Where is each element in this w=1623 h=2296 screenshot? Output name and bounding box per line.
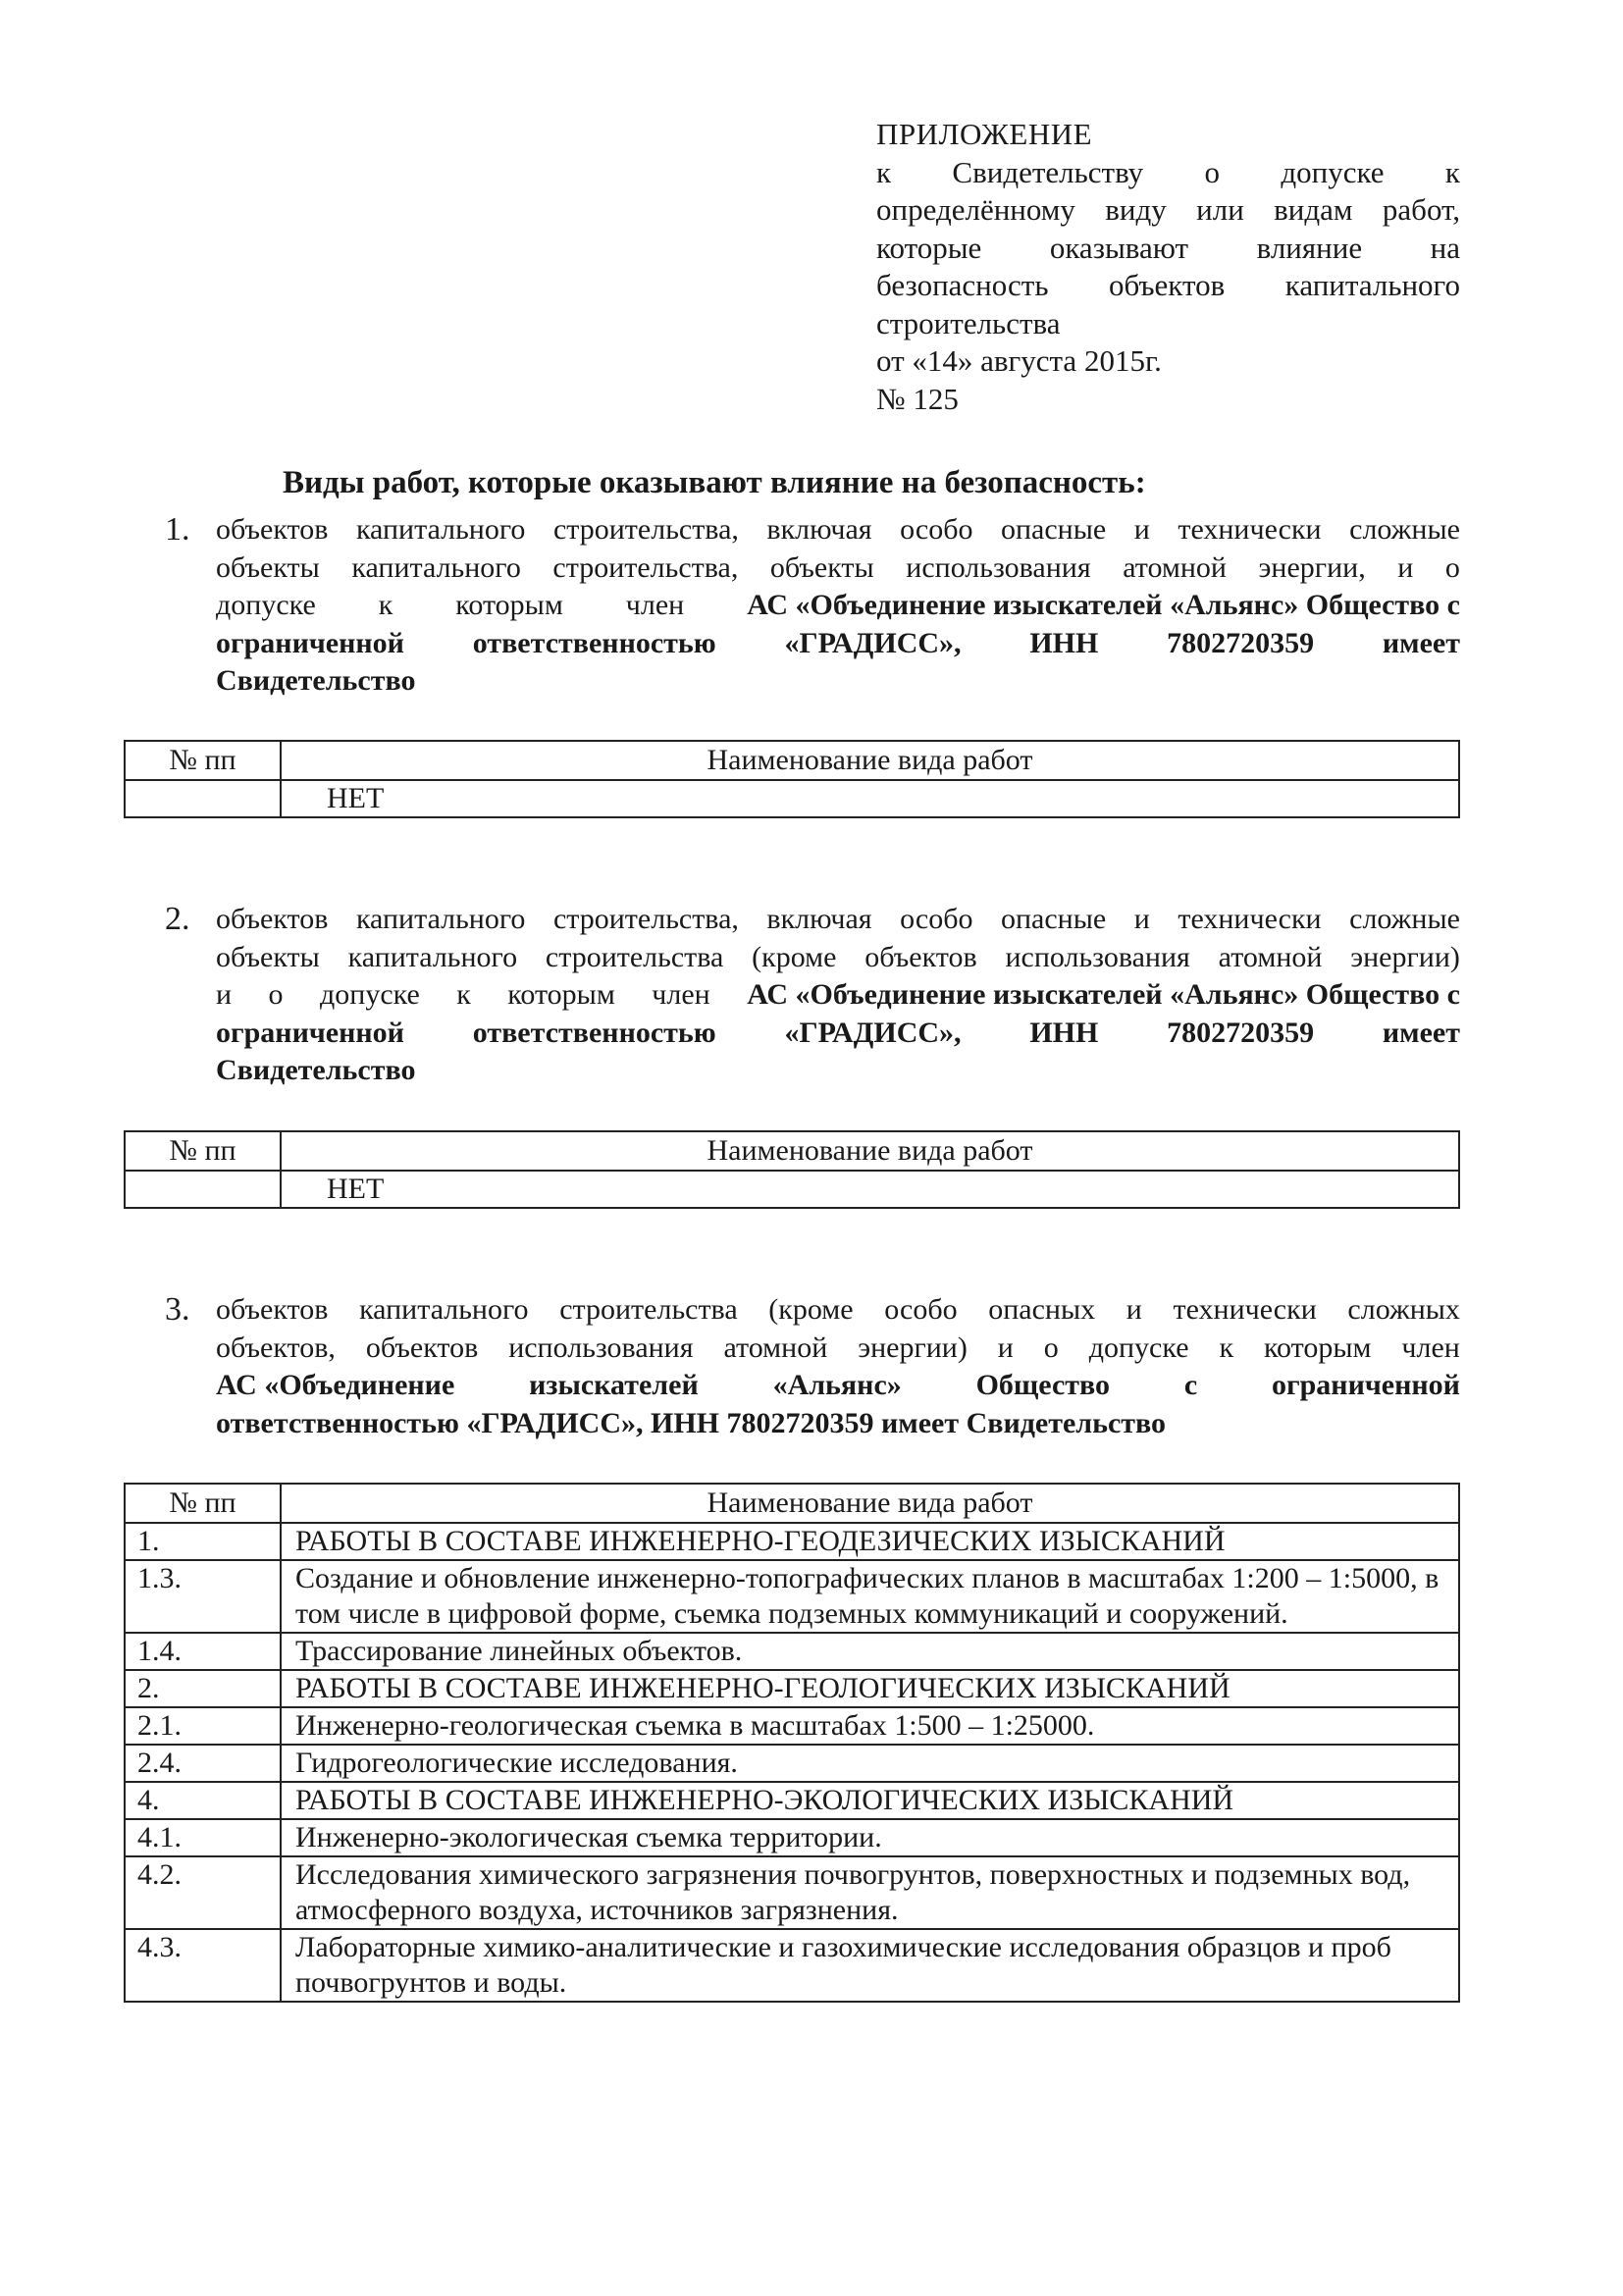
section-1: [165, 511, 1460, 701]
row-num: 2.1.: [125, 1707, 281, 1745]
row-num: 2.4.: [125, 1745, 281, 1782]
appendix-word: определённому: [876, 192, 1075, 227]
appendix-word: работ,: [1382, 192, 1460, 227]
section-line: и о допуске к которым член АС «Объединение изыскателей «Альянс» Общество с: [216, 978, 1460, 1011]
appendix-word: Свидетельству: [952, 154, 1144, 189]
row-num: 4.1.: [125, 1819, 281, 1856]
section-number: 2.: [165, 901, 190, 937]
section-line: объекты капитального строительства, объекты использования атомной энергии, и о: [216, 550, 1460, 584]
table-row: [125, 1670, 1459, 1707]
table-row: [125, 1633, 1459, 1670]
header-name: Наименование вида работ: [281, 741, 1459, 780]
appendix-word: виду: [1105, 192, 1167, 227]
section-text: [216, 511, 1460, 701]
appendix-header: [876, 116, 1460, 418]
row-num: 4.: [125, 1782, 281, 1819]
appendix-word: объектов: [1109, 268, 1226, 302]
appendix-word: о: [1204, 154, 1221, 189]
row-name: Инженерно-экологическая съемка территории.: [281, 1819, 1459, 1856]
appendix-line-4: [876, 267, 1460, 305]
appendix-line-1: [876, 154, 1460, 192]
section-line: объектов капитального строительства, включая особо опасные и технически сложные: [216, 903, 1460, 935]
section-line: объекты капитального строительства (кроме объектов использования атомной энергии): [216, 940, 1460, 973]
row-num: 1.3.: [125, 1560, 281, 1633]
row-name: РАБОТЫ В СОСТАВЕ ИНЖЕНЕРНО-ЭКОЛОГИЧЕСКИХ ИЗЫСКАНИЙ: [281, 1782, 1459, 1819]
section-line: Свидетельство: [216, 1054, 416, 1086]
row-name: Трассирование линейных объектов.: [281, 1633, 1459, 1670]
header-num: № пп: [125, 1484, 281, 1523]
row-name: Создание и обновление инженерно-топографических планов в масштабах 1:200 – 1:5000, в том числе в цифровой форме, съемка подземных коммуникаций и сооружений.: [281, 1560, 1459, 1633]
appendix-word: допуске: [1281, 154, 1385, 189]
row-name: Исследования химического загрязнения почвогрунтов, поверхностных и подземных вод, атмосферного воздуха, источников загрязнения.: [281, 1856, 1459, 1929]
section-number: 1.: [165, 511, 190, 548]
table-header-row: [125, 1131, 1459, 1171]
header-num: № пп: [125, 741, 281, 780]
row-name: Инженерно-геологическая съемка в масштабах 1:500 – 1:25000.: [281, 1707, 1459, 1745]
works-table-1: [124, 740, 1460, 818]
row-num: [125, 780, 281, 817]
appendix-number: № 125: [876, 381, 959, 416]
appendix-word: на: [1430, 230, 1460, 265]
row-name: РАБОТЫ В СОСТАВЕ ИНЖЕНЕРНО-ГЕОЛОГИЧЕСКИХ ИЗЫСКАНИЙ: [281, 1670, 1459, 1707]
table-row: [125, 1819, 1459, 1856]
table-row: [125, 1745, 1459, 1782]
appendix-word: к: [1444, 154, 1460, 189]
header-name: Наименование вида работ: [281, 1131, 1459, 1171]
appendix-word: оказывают: [1049, 230, 1189, 265]
appendix-line-5: строительства: [876, 305, 1061, 340]
section-text: [216, 901, 1460, 1090]
appendix-word: капитального: [1284, 268, 1460, 302]
works-table-2: [124, 1130, 1460, 1209]
appendix-line-3: [876, 230, 1460, 268]
table-row: [125, 1523, 1459, 1560]
appendix-word: влияние: [1256, 230, 1363, 265]
row-num: 2.: [125, 1670, 281, 1707]
table-row: [125, 780, 1459, 817]
section-line: объектов капитального строительства (кроме особо опасных и технически сложных: [216, 1293, 1460, 1326]
row-name: НЕТ: [281, 1171, 1459, 1208]
section-2: [165, 901, 1460, 1090]
section-line: ответственностью «ГРАДИСС», ИНН 7802720359 имеет Свидетельство: [216, 1406, 1167, 1439]
section-line: Свидетельство: [216, 664, 416, 697]
appendix-title: ПРИЛОЖЕНИЕ: [876, 117, 1093, 151]
row-name: Лабораторные химико-аналитические и газохимические исследования образцов и проб почвогрунтов и воды.: [281, 1929, 1459, 2002]
table-row: [125, 1560, 1459, 1633]
appendix-date: от «14» августа 2015г.: [876, 343, 1162, 378]
section-line: АС «Объединение изыскателей «Альянс» Общество с ограниченной: [216, 1369, 1460, 1401]
table-row: [125, 1782, 1459, 1819]
appendix-word: безопасность: [876, 268, 1049, 302]
row-name: НЕТ: [281, 780, 1459, 817]
section-line: ограниченной ответственностью «ГРАДИСС», ИНН 7802720359 имеет: [216, 1016, 1460, 1049]
page-heading: Виды работ, которые оказывают влияние на безопасность:: [283, 465, 1146, 500]
row-num: 4.3.: [125, 1929, 281, 2002]
row-num: 4.2.: [125, 1856, 281, 1929]
row-name: РАБОТЫ В СОСТАВЕ ИНЖЕНЕРНО-ГЕОДЕЗИЧЕСКИХ ИЗЫСКАНИЙ: [281, 1523, 1459, 1560]
row-name: Гидрогеологические исследования.: [281, 1745, 1459, 1782]
works-table-3: [124, 1483, 1460, 2003]
section-number: 3.: [165, 1291, 190, 1328]
section-3: [165, 1291, 1460, 1442]
appendix-word: или: [1196, 192, 1244, 227]
table-row: [125, 1171, 1459, 1208]
row-num: 1.4.: [125, 1633, 281, 1670]
table-row: [125, 1707, 1459, 1745]
appendix-line-2: [876, 191, 1460, 230]
appendix-word: к: [876, 154, 892, 189]
header-num: № пп: [125, 1131, 281, 1171]
table-row: [125, 1929, 1459, 2002]
section-line: объектов, объектов использования атомной энергии) и о допуске к которым член: [216, 1331, 1460, 1364]
section-line: объектов капитального строительства, включая особо опасные и технически сложные: [216, 513, 1460, 546]
row-num: [125, 1171, 281, 1208]
row-num: 1.: [125, 1523, 281, 1560]
table-row: [125, 1856, 1459, 1929]
section-line: допуске к которым член АС «Объединение изыскателей «Альянс» Общество с: [216, 589, 1460, 621]
appendix-word: видам: [1274, 192, 1353, 227]
section-line: ограниченной ответственностью «ГРАДИСС», ИНН 7802720359 имеет: [216, 626, 1460, 659]
table-header-row: [125, 741, 1459, 780]
header-name: Наименование вида работ: [281, 1484, 1459, 1523]
section-text: [216, 1291, 1460, 1442]
appendix-word: которые: [876, 230, 982, 265]
table-header-row: [125, 1484, 1459, 1523]
